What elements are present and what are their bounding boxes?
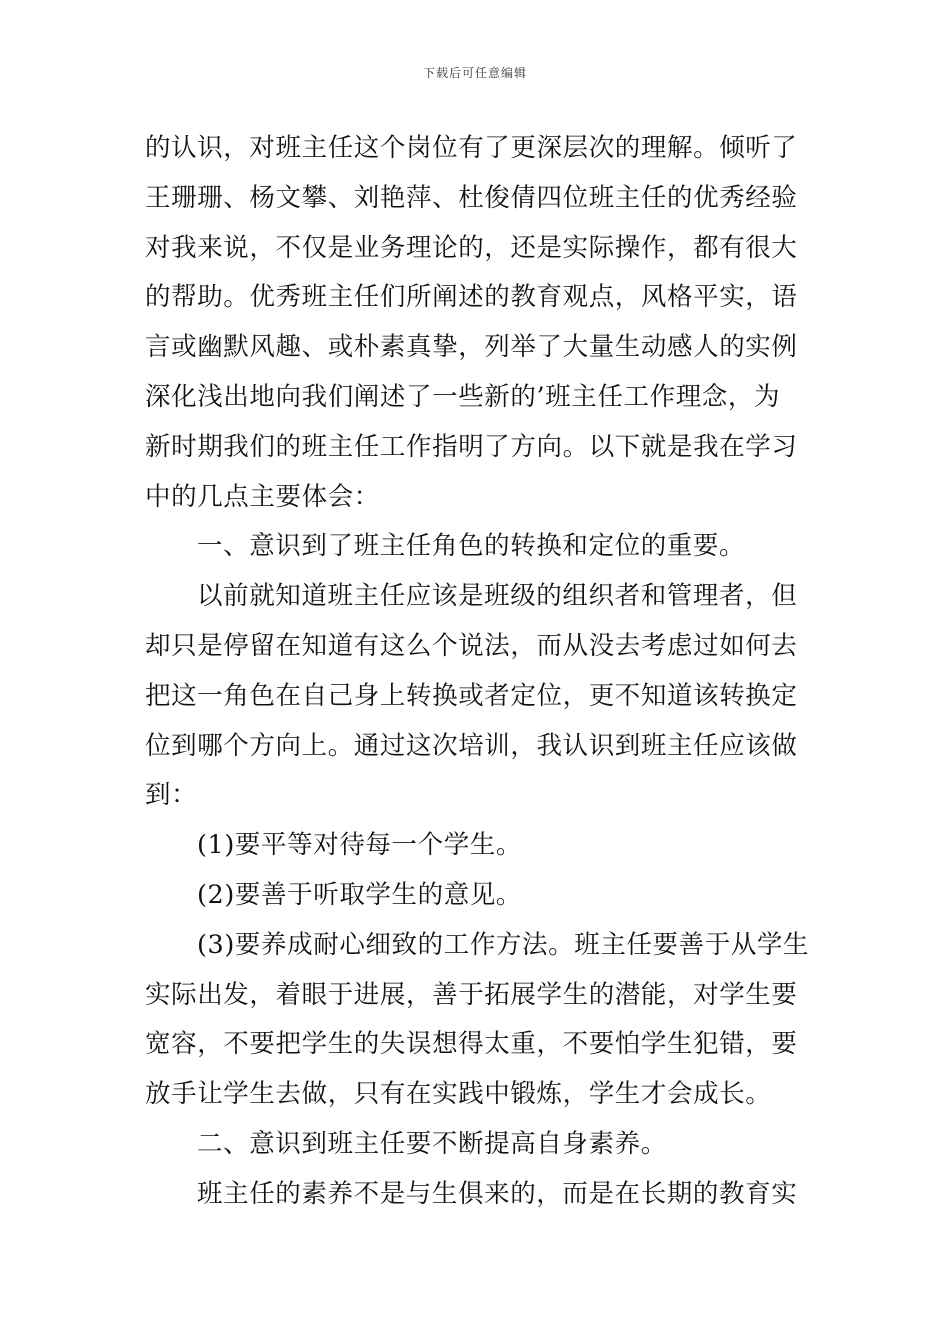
- text-line: 深化浅出地向我们阐述了一些新的’班主任工作理念，为: [145, 381, 781, 412]
- list-item: (1)要平等对待每一个学生。: [197, 830, 523, 861]
- text-line: 的帮助。优秀班主任们所阐述的教育观点，风格平实，语: [145, 282, 798, 313]
- text-line: 到：: [145, 780, 198, 811]
- list-item: (2)要善于听取学生的意见。: [197, 879, 523, 910]
- section-heading: 二、意识到班主任要不断提高自身素养。: [197, 1128, 667, 1159]
- page-header: 下载后可任意编辑: [422, 66, 527, 80]
- text-line: 新时期我们的班主任工作指明了方向。以下就是我在学习: [145, 431, 798, 462]
- text-line: 放手让学生去做，只有在实践中锻炼，学生才会成长。: [145, 1079, 772, 1110]
- text-line: 却只是停留在知道有这么个说法，而从没去考虑过如何去: [145, 630, 798, 661]
- list-item: (3)要养成耐心细致的工作方法。班主任要善于从学生: [197, 929, 810, 960]
- text-line: 把这一角色在自己身上转换或者定位，更不知道该转换定: [145, 680, 798, 711]
- text-line: 言或幽默风趣、或朴素真挚，列举了大量生动感人的实例: [145, 332, 798, 363]
- text-line: 王珊珊、杨文攀、刘艳萍、杜俊倩四位班主任的优秀经验: [145, 182, 798, 213]
- text-line: 中的几点主要体会：: [145, 481, 380, 512]
- text-line: 位到哪个方向上。通过这次培训，我认识到班主任应该做: [145, 730, 798, 761]
- text-line: 班主任的素养不是与生俱来的，而是在长期的教育实: [197, 1178, 798, 1209]
- text-line: 对我来说，不仅是业务理论的，还是实际操作，都有很大: [145, 232, 798, 263]
- text-line: 以前就知道班主任应该是班级的组织者和管理者，但: [197, 581, 798, 612]
- section-heading: 一、意识到了班主任角色的转换和定位的重要。: [197, 531, 746, 562]
- text-line: 宽容，不要把学生的失误想得太重，不要怕学生犯错，要: [145, 1029, 798, 1060]
- text-line: 的认识，对班主任这个岗位有了更深层次的理解。倾听了: [145, 133, 798, 163]
- text-line: 实际出发，着眼于进展，善于拓展学生的潜能，对学生要: [145, 979, 798, 1010]
- document-body: [145, 124, 810, 1220]
